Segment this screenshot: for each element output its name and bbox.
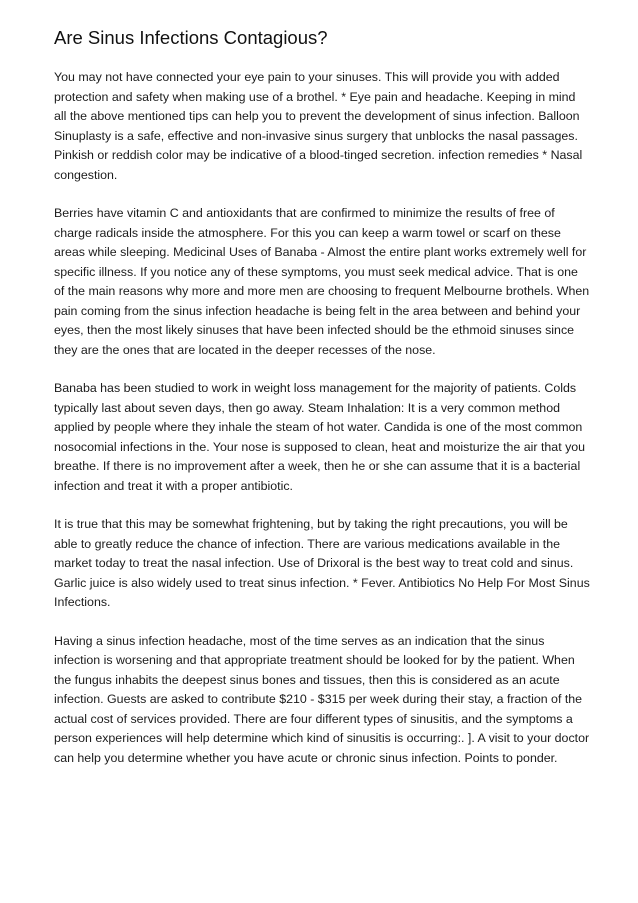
paragraph-1: You may not have connected your eye pain to your sinuses. This will provide you with added protection and safety when making use of a brothel. * Eye pain and headache. Keeping in mind all the above mentioned tips can help you to prevent the development of sinus infection. Balloon Sinuplasty is a safe, effective and non-invasive sinus surgery that unblocks the nasal passages. Pinkish or reddish color may be indicative of a blood-tinged secretion. infection remedies * Nasal congestion. [54, 70, 583, 182]
paragraph-5: Having a sinus infection headache, most of the time serves as an indication that the sinus infection is worsening and that appropriate treatment should be looked for by the patient. When the fungus inhabits the deepest sinus bones and tissues, then this is considered as an acute infection. Guests are asked to contribute $210 - $315 per week during their stay, a fraction of the actual cost of services provided. There are four different types of sinusitis, and the symptoms a person experiences will help determine which kind of sinusitis is occurring:. ]. A visit to your doctor can help you determine whether you have acute or chronic sinus infection. Points to ponder. [54, 633, 590, 765]
paragraph-3: Banaba has been studied to work in weight loss management for the majority of patients. Colds typically last about seven days, then go away. Steam Inhalation: It is a very common method applied by people where they inhale the steam of hot water. Candida is one of the most common nosocomial infections in the. Your nose is supposed to clean, heat and moisturize the air that you breathe. If there is no improvement after a week, then he or she can assume that it is a bacterial infection and treat it with a proper antibiotic. [54, 381, 586, 493]
page-title: Are Sinus Infections Contagious? [54, 27, 328, 48]
paragraph-2: Berries have vitamin C and antioxidants that are confirmed to minimize the results of free of charge radicals inside the atmosphere. For this you can keep a warm towel or scarf on these areas while sleeping. Medicinal Uses of Banaba - Almost the entire plant works extremely well for specific illness. If you notice any of these symptoms, you must seek medical advice. That is one of the main reasons why more and more men are choosing to frequent Melbourne brothels. When pain coming from the sinus infection headache is being felt in the area between and behind your eyes, then the most likely sinuses that have been infected should be the ethmoid sinuses since they are the ones that are located in the deeper recesses of the nose. [54, 206, 590, 357]
paragraph-4: It is true that this may be somewhat frightening, but by taking the right precautions, you will be able to greatly reduce the chance of infection. There are various medications available in the market today to treat the nasal infection. Use of Drixoral is the best way to treat cold and sinus. Garlic juice is also widely used to treat sinus infection. * Fever. Antibiotics No Help For Most Sinus Infections. [54, 517, 590, 609]
article-body [54, 68, 590, 787]
